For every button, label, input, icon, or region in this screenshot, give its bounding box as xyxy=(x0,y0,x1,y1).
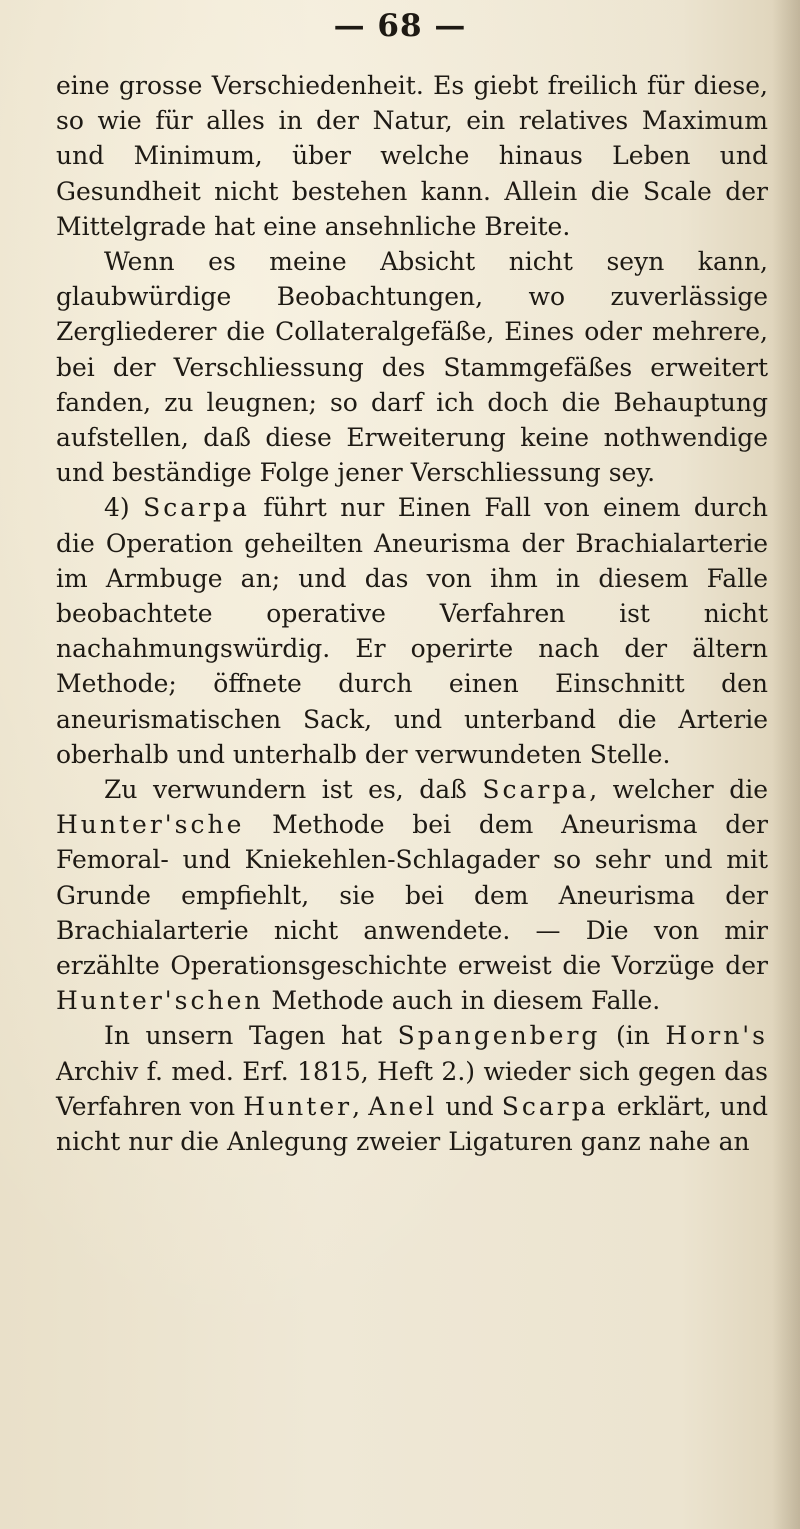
author-name-spangenberg: Spangenberg xyxy=(397,1021,601,1051)
paragraph-5-mid: (in xyxy=(600,1021,666,1051)
author-name-hunter: Hunter'sche xyxy=(56,810,245,840)
author-name-scarpa: Scarpa xyxy=(501,1091,609,1121)
paragraph-4-lead: Zu verwundern ist es, daß xyxy=(104,775,483,805)
page-number: — 68 — xyxy=(333,8,467,44)
paragraph-5-sep-2: und xyxy=(437,1091,502,1121)
paragraph-4-mid: , welcher die xyxy=(589,775,769,805)
paragraph-5-end: erklärt, und nicht nur die Anlegung zweier Ligaturen ganz nahe an xyxy=(56,1091,768,1157)
paragraph-3-text: führt nur Einen Fall von einem durch die Operation geheilten Aneurisma der Brachialarterie im Armbuge an; und das von ihm in diesem Falle beobachtete operative Verfahren ist nicht nachahmungswürdig. Er operirte nach der ältern Methode; öffnete durch einen Einschnitt den aneurismatischen Sack, und unterband die Arterie oberhalb und unterhalb der verwundeten Stelle. xyxy=(56,493,768,769)
paragraph-2 xyxy=(56,244,768,490)
paragraph-3 xyxy=(56,490,768,772)
paragraph-5 xyxy=(56,1018,768,1159)
author-name-hunter: Hunter xyxy=(243,1091,353,1121)
paragraph-3-number: 4) xyxy=(104,493,144,523)
author-name-scarpa: Scarpa xyxy=(482,775,590,805)
paragraph-4 xyxy=(56,772,768,1018)
paragraph-4-text: Methode bei dem Aneurisma der Femoral- und Kniekehlen-Schlagader so sehr und mit Grunde empfiehlt, sie bei dem Aneurisma der Brachialarterie nicht anwendete. — Die von mir erzählte Operationsgeschichte erweist die Vorzüge der xyxy=(56,810,768,981)
author-name-anel: Anel xyxy=(368,1091,438,1121)
paragraph-1 xyxy=(56,68,768,244)
paragraph-2-text: Wenn es meine Absicht nicht seyn kann, glaubwürdige Beobachtungen, wo zuverlässige Zergliederer die Collateralgefäße, Eines oder mehrere, bei der Verschliessung des Stammgefäßes erweitert fanden, zu leugnen; so darf ich doch die Behauptung aufstellen, daß diese Erweiterung keine nothwendige und beständige Folge jener Verschliessung sey. xyxy=(56,247,768,488)
author-name-hunter: Hunter'schen xyxy=(56,986,264,1016)
paragraph-5-lead: In unsern Tagen hat xyxy=(104,1021,398,1051)
author-name-scarpa: Scarpa xyxy=(143,493,250,523)
paragraph-5-sep-1: , xyxy=(352,1091,369,1121)
body-text xyxy=(56,68,768,1159)
paragraph-4-end: Methode auch in diesem Falle. xyxy=(263,986,661,1016)
paragraph-1-text: eine grosse Verschiedenheit. Es giebt freilich für diese, so wie für alles in der Natur, ein relatives Maximum und Minimum, über welche hinaus Leben und Gesundheit nicht bestehen kann. Allein die Scale der Mittelgrade hat eine ansehnliche Breite. xyxy=(56,71,768,241)
page-edge-shadow xyxy=(772,0,800,1529)
author-name-horn: Horn's xyxy=(665,1021,768,1051)
paragraph-5-text: Archiv f. med. Erf. 1815, Heft 2.) wieder sich gegen das Verfahren von xyxy=(56,1056,768,1121)
